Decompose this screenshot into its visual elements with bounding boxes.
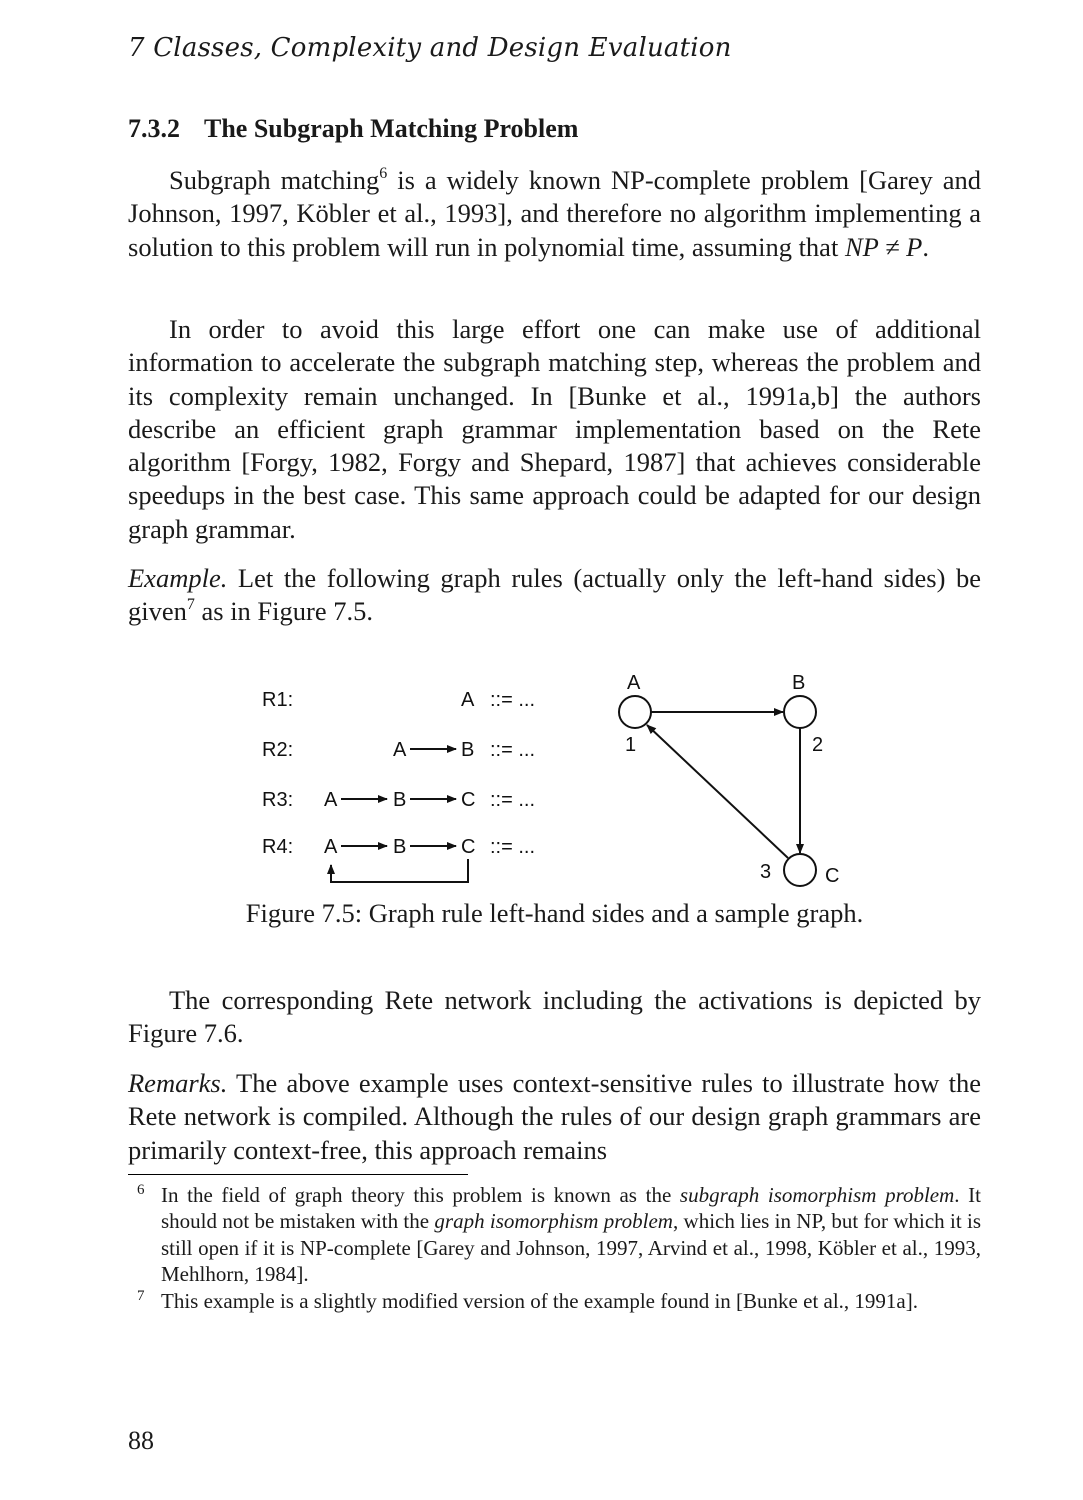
graph-edge-id-3: 3 [760,861,772,883]
rule-label-r3: R3: [262,789,294,811]
footnote-ref-7[interactable]: 7 [186,596,195,614]
paragraph-example [128,562,981,629]
graph-node-c [784,854,816,886]
r3-node-a: A [324,789,338,811]
section-title: The Subgraph Matching Problem [204,114,579,143]
footnote-6-text-b: . It should not be mistaken with the [161,1183,981,1234]
footnote-6-text-c: , which lies in NP, but for which it is still open if it is NP-complete [Garey and Johnson, 1997, Arvind et al., 1998, Köbler et al., 1993, Mehlhorn, 1984]. [161,1209,981,1286]
graph-node-c-label: C [825,865,840,887]
rule-label-r2: R2: [262,739,294,761]
graph-node-b-label: B [792,672,806,694]
footnote-6 [137,1182,981,1287]
r1-suffix: ::= ... [490,689,536,711]
paragraph-rete-approach: In order to avoid this large effort one can make use of additional information to accelerate the subgraph matching step, whereas the problem and its complexity remain unchanged. In [Bunke et al., 1991a,b] the authors describe an efficient graph grammar implementation based on the Rete algorithm [Forgy, 1982, Forgy and Shepard, 1987] that achieves considerable speedups in the best case. This same approach could be adapted for our design graph grammar. [128,314,981,544]
section-heading [128,114,578,144]
rule-label-r1: R1: [262,689,294,711]
footnote-7-text: This example is a slightly modified version of the example found in [Bunke et al., 1991a]. [161,1289,918,1313]
footnote-rule [128,1174,468,1175]
graph-edge-id-1: 1 [625,734,637,756]
r4-node-c: C [461,836,476,858]
section-number: 7.3.2 [128,114,180,143]
footnote-6-text-a: In the field of graph theory this problem is known as the [161,1183,680,1207]
graph-node-a [619,696,651,728]
r4-edge-c-a [331,859,468,882]
figure-7-5 [250,665,890,895]
r1-node-a: A [461,689,475,711]
graph-node-b [784,696,816,728]
graph-edge-id-2: 2 [812,734,824,756]
para3-text-b: as in Figure 7.5. [194,596,373,627]
r3-node-b: B [393,789,407,811]
footnote-6-em-b: graph isomorphism problem [434,1209,673,1234]
example-lead: Example. [128,563,228,593]
r4-node-a: A [324,836,338,858]
footnote-6-em-a: subgraph isomorphism problem [679,1183,955,1207]
page-number: 88 [128,1426,154,1455]
para1-text-a: Subgraph matching [169,165,380,195]
figure-caption: Figure 7.5: Graph rule left-hand sides and a sample graph. [245,898,864,928]
footnote-ref-6[interactable]: 6 [379,165,388,182]
r2-node-b: B [461,739,475,761]
para3-text-a: Let the following graph rules (actually only the left-hand sides) be given [128,563,981,627]
para1-text-b: is a widely known NP-complete problem [Garey and Johnson, 1997, Köbler et al., 1993], and therefore no algorithm implementing a solution to this problem will run in polynomial time, assuming that [128,165,981,262]
paragraph-rete-network: The corresponding Rete network including the activations is depicted by Figure 7.6. [128,985,981,1049]
r4-suffix: ::= ... [490,836,536,858]
r2-suffix: ::= ... [490,739,536,761]
para1-text-c: . [922,231,929,262]
r2-node-a: A [393,739,407,761]
paragraph-remarks [128,1067,981,1167]
rule-label-r4: R4: [262,836,294,858]
paragraph-subgraph-matching [128,164,981,264]
r3-node-c: C [461,789,476,811]
graph-edge-c-a [647,725,788,858]
graph-node-a-label: A [627,672,641,694]
running-head: 7 Classes, Complexity and Design Evaluation [128,33,732,63]
footnote-6-mark: 6 [137,1182,145,1198]
math-np-neq-p: NP ≠ P [844,231,923,262]
remarks-text: The above example uses context-sensitive rules to illustrate how the Rete network is compiled. Although the rules of our design graph grammars are primarily context-free, this approach remains [128,1068,981,1165]
footnote-7 [137,1288,981,1314]
r4-node-b: B [393,836,407,858]
r3-suffix: ::= ... [490,789,536,811]
footnote-7-mark: 7 [137,1288,145,1304]
remarks-lead: Remarks. [128,1068,228,1098]
